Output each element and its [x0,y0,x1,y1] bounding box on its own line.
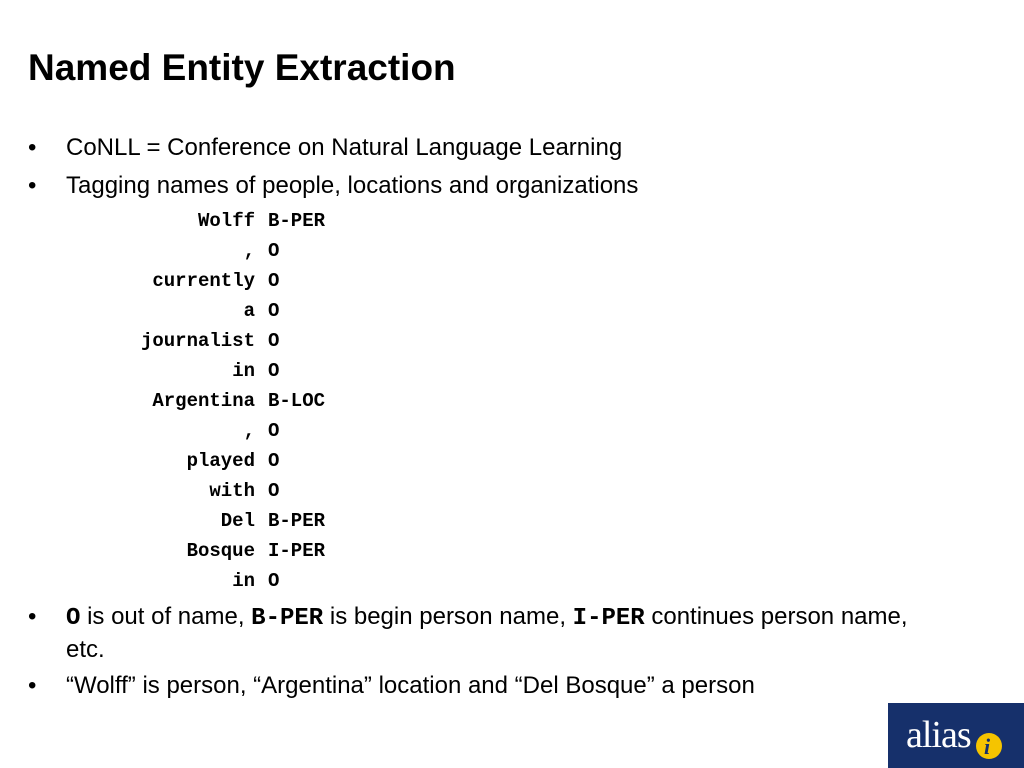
token-text: , [243,240,255,262]
token-text: Wolff [197,210,255,232]
bullet-text: Tagging names of people, locations and organizations [66,172,639,199]
tag-row [0,206,600,236]
tag-row [0,446,600,476]
token-text: in [232,570,255,592]
tag-row [0,506,600,536]
tag-row [0,476,600,506]
slide-title: Named Entity Extraction [28,47,456,88]
entity-tag: I-PER [268,540,326,562]
token-text: played [186,450,255,472]
tag-row [0,326,600,356]
entity-tag: O [268,450,280,472]
entity-tag: O [268,420,280,442]
entity-tag: B-PER [268,210,326,232]
token-text: in [232,360,255,382]
token-text: Bosque [186,540,255,562]
token-text: Argentina [152,390,255,412]
entity-tag: O [268,480,280,502]
code-b-per: B-PER [251,605,324,632]
entity-tag: B-LOC [268,390,326,412]
entity-tag: O [268,300,280,322]
token-text: journalist [140,330,255,352]
tag-row [0,296,600,326]
logo-mark-icon [976,733,1002,759]
tag-row [0,416,600,446]
alias-i-logo [888,703,1024,768]
code-i-per: I-PER [572,605,645,632]
entity-tag: B-PER [268,510,326,532]
logo-text: alias [906,714,971,756]
tag-row [0,536,600,566]
bullet-marker: • [28,172,37,199]
token-text: with [209,480,255,502]
legend-text: is out of name, [80,603,252,630]
entity-tag: O [268,240,280,262]
logo-mark-letter: i [984,734,991,759]
entity-tag: O [268,360,280,382]
bullet-marker: • [28,134,37,161]
tag-row [0,266,600,296]
tagged-token-table [0,206,600,596]
bullet-text [66,601,926,665]
token-text: currently [152,270,255,292]
tag-row [0,386,600,416]
tag-row [0,566,600,596]
token-text: , [243,420,255,442]
bullet-text: “Wolff” is person, “Argentina” location and “Del Bosque” a person [66,672,755,699]
entity-tag: O [268,570,280,592]
entity-tag: O [268,270,280,292]
legend-text: continues person name, etc. [66,603,908,663]
tag-row [0,236,600,266]
code-o: O [66,605,81,632]
entity-tag: O [268,330,280,352]
legend-text: is begin person name, [323,603,573,630]
bullet-text: CoNLL = Conference on Natural Language Learning [66,134,623,161]
bullet-marker: • [28,672,37,699]
tag-row [0,356,600,386]
bullet-marker: • [28,603,37,630]
token-text: Del [220,510,255,532]
token-text: a [243,300,255,322]
